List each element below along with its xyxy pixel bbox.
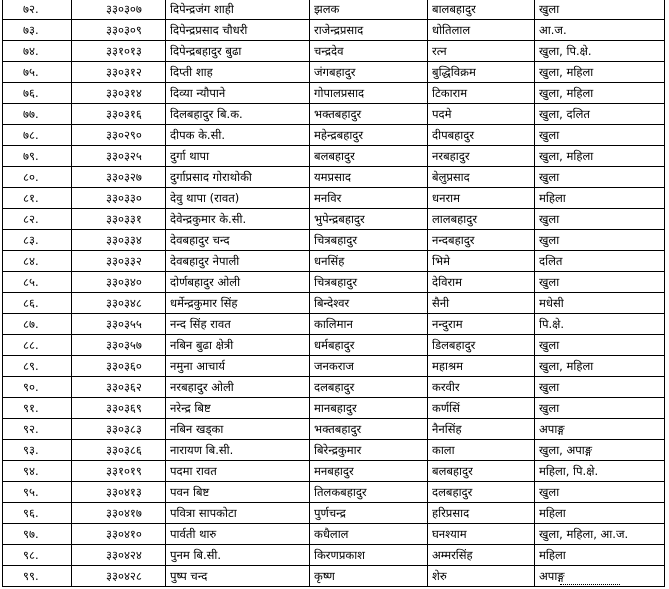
father-name-cell: चन्द्रदेव (310, 41, 428, 62)
grandfather-name-cell: सैनी (428, 293, 535, 314)
serial-number-cell: ८७. (3, 314, 72, 335)
roll-number-cell: ३३०३०७ (72, 0, 166, 20)
father-name-cell: धर्मबहादुर (310, 335, 428, 356)
candidate-name-cell: नारायण बि.सी. (166, 440, 310, 461)
roll-number-cell: ३३०३८३ (72, 419, 166, 440)
serial-number-cell: ९६. (3, 503, 72, 524)
category-cell: खुला (535, 209, 665, 230)
category-cell: खुला (535, 167, 665, 188)
candidate-name-cell: पदमा रावत (166, 461, 310, 482)
serial-number-cell: ८१. (3, 188, 72, 209)
roll-number-cell: ३३०३४० (72, 272, 166, 293)
table-row (3, 209, 665, 230)
serial-number-cell: ७७. (3, 104, 72, 125)
category-cell: अपाङ्ग (535, 419, 665, 440)
father-name-cell: चित्रबहादुर (310, 272, 428, 293)
grandfather-name-cell: शेरु (428, 566, 535, 587)
roll-number-cell: ३३०३०९ (72, 20, 166, 41)
roll-number-cell: ३३०३१४ (72, 83, 166, 104)
grandfather-name-cell: टिकाराम (428, 83, 535, 104)
grandfather-name-cell: कर्णसिं (428, 398, 535, 419)
category-cell: खुला (535, 482, 665, 503)
candidate-name-cell: देवु थापा (रावत) (166, 188, 310, 209)
category-cell: खुला, महिला (535, 146, 665, 167)
serial-number-cell: ७३. (3, 20, 72, 41)
table-row (3, 188, 665, 209)
roll-number-cell: ३३०३३० (72, 188, 166, 209)
father-name-cell: किरणप्रकाश (310, 545, 428, 566)
candidate-name-cell: पवित्रा सापकोटा (166, 503, 310, 524)
candidate-name-cell: नरेन्द्र बिष्ट (166, 398, 310, 419)
candidate-name-cell: नबिन बुढा क्षेत्री (166, 335, 310, 356)
roll-number-cell: ३३०३५५ (72, 314, 166, 335)
serial-number-cell: ८४. (3, 251, 72, 272)
table-row (3, 461, 665, 482)
serial-number-cell: ९८. (3, 545, 72, 566)
candidate-name-cell: दिप्ती शाह (166, 62, 310, 83)
father-name-cell: दलबहादुर (310, 377, 428, 398)
serial-number-cell: ९५. (3, 482, 72, 503)
roll-number-cell: ३३०४१० (72, 524, 166, 545)
serial-number-cell: ९१. (3, 398, 72, 419)
father-name-cell: चित्रबहादुर (310, 230, 428, 251)
category-cell: खुला (535, 230, 665, 251)
father-name-cell: पुर्णचन्द्र (310, 503, 428, 524)
category-cell: खुला (535, 398, 665, 419)
grandfather-name-cell: हरिप्रसाद (428, 503, 535, 524)
roll-number-cell: ३३०३३१ (72, 209, 166, 230)
candidate-name-cell: दुर्गा थापा (166, 146, 310, 167)
roll-number-cell: ३३०३८६ (72, 440, 166, 461)
candidate-list-table (2, 0, 665, 587)
table-row (3, 440, 665, 461)
father-name-cell: मानबहादुर (310, 398, 428, 419)
candidate-name-cell: दिपेन्द्रबहादुर बुढा (166, 41, 310, 62)
father-name-cell: बिन्देश्वर (310, 293, 428, 314)
roll-number-cell: ३३०३६० (72, 356, 166, 377)
serial-number-cell: ९७. (3, 524, 72, 545)
category-cell: आ.ज. (535, 20, 665, 41)
father-name-cell: भक्तबहादुर (310, 419, 428, 440)
roll-number-cell: ३३०४२४ (72, 545, 166, 566)
grandfather-name-cell: महाश्रम (428, 356, 535, 377)
grandfather-name-cell: नन्दुराम (428, 314, 535, 335)
roll-number-cell: ३३०४१३ (72, 482, 166, 503)
category-cell: खुला, दलित (535, 104, 665, 125)
category-cell: दलित (535, 251, 665, 272)
category-cell: महिला (535, 503, 665, 524)
table-row (3, 125, 665, 146)
roll-number-cell: ३३०३३२ (72, 251, 166, 272)
table-row (3, 41, 665, 62)
candidate-name-cell: दिव्या न्यौपाने (166, 83, 310, 104)
serial-number-cell: ९३. (3, 440, 72, 461)
candidate-name-cell: दीपक के.सी. (166, 125, 310, 146)
father-name-cell: बिरेन्द्रकुमार (310, 440, 428, 461)
grandfather-name-cell: डिलबहादुर (428, 335, 535, 356)
roll-number-cell: ३३०३२५ (72, 146, 166, 167)
serial-number-cell: ७६. (3, 83, 72, 104)
serial-number-cell: ८३. (3, 230, 72, 251)
father-name-cell: भुपेन्द्रबहादुर (310, 209, 428, 230)
candidate-name-cell: पुष्प चन्द (166, 566, 310, 587)
candidate-name-cell: नमुना आचार्य (166, 356, 310, 377)
roll-number-cell: ३३०३६२ (72, 377, 166, 398)
candidate-name-cell: नन्द सिंह रावत (166, 314, 310, 335)
candidate-name-cell: पवन बिष्ट (166, 482, 310, 503)
grandfather-name-cell: करवीर (428, 377, 535, 398)
serial-number-cell: ७२. (3, 0, 72, 20)
roll-number-cell: ३३०३४८ (72, 293, 166, 314)
candidate-name-cell: नबिन खड्का (166, 419, 310, 440)
category-cell: खुला (535, 272, 665, 293)
candidate-name-cell: देवबहादुर नेपाली (166, 251, 310, 272)
serial-number-cell: ८९. (3, 356, 72, 377)
table-row (3, 83, 665, 104)
table-row (3, 62, 665, 83)
father-name-cell: तिलकबहादुर (310, 482, 428, 503)
grandfather-name-cell: नैनसिंह (428, 419, 535, 440)
father-name-cell: यमप्रसाद (310, 167, 428, 188)
table-row (3, 230, 665, 251)
grandfather-name-cell: काला (428, 440, 535, 461)
father-name-cell: बलबहादुर (310, 146, 428, 167)
roll-number-cell: ३३१०१३ (72, 41, 166, 62)
grandfather-name-cell: नरबहादुर (428, 146, 535, 167)
candidate-name-cell: देवबहादुर चन्द (166, 230, 310, 251)
candidate-name-cell: दिपेन्द्रजंग शाही (166, 0, 310, 20)
serial-number-cell: ७८. (3, 125, 72, 146)
category-cell: खुला, महिला (535, 356, 665, 377)
grandfather-name-cell: बुद्धिविक्रम (428, 62, 535, 83)
category-cell: अपाङ्ग (535, 566, 665, 587)
serial-number-cell: ८६. (3, 293, 72, 314)
category-cell: खुला, महिला (535, 62, 665, 83)
table-row (3, 356, 665, 377)
grandfather-name-cell: धोतिलाल (428, 20, 535, 41)
page-continuation-mark (560, 584, 620, 588)
candidate-name-cell: पुनम बि.सी. (166, 545, 310, 566)
table-row (3, 503, 665, 524)
roll-number-cell: ३३०२९० (72, 125, 166, 146)
grandfather-name-cell: अम्मरसिंह (428, 545, 535, 566)
serial-number-cell: ८०. (3, 167, 72, 188)
serial-number-cell: ८२. (3, 209, 72, 230)
serial-number-cell: ९२. (3, 419, 72, 440)
grandfather-name-cell: पदमे (428, 104, 535, 125)
table-row (3, 167, 665, 188)
serial-number-cell: ९९. (3, 566, 72, 587)
candidate-name-cell: दुर्गाप्रसाद गोराथोकी (166, 167, 310, 188)
serial-number-cell: ८५. (3, 272, 72, 293)
serial-number-cell: ९०. (3, 377, 72, 398)
father-name-cell: कालिमान (310, 314, 428, 335)
father-name-cell: राजेन्द्रप्रसाद (310, 20, 428, 41)
category-cell: खुला (535, 0, 665, 20)
table-row (3, 524, 665, 545)
father-name-cell: महेन्द्रबहादुर (310, 125, 428, 146)
father-name-cell: धनसिंह (310, 251, 428, 272)
roll-number-cell: ३३०३६९ (72, 398, 166, 419)
serial-number-cell: ७५. (3, 62, 72, 83)
father-name-cell: कृष्ण (310, 566, 428, 587)
serial-number-cell: ८८. (3, 335, 72, 356)
grandfather-name-cell: बालबहादुर (428, 0, 535, 20)
table-row (3, 146, 665, 167)
roll-number-cell: ३३०३१६ (72, 104, 166, 125)
roll-number-cell: ३३०३५७ (72, 335, 166, 356)
category-cell: महिला (535, 545, 665, 566)
category-cell: खुला, महिला, आ.ज. (535, 524, 665, 545)
table-row (3, 251, 665, 272)
table-row (3, 545, 665, 566)
father-name-cell: जंगबहादुर (310, 62, 428, 83)
grandfather-name-cell: देविराम (428, 272, 535, 293)
category-cell: खुला, महिला (535, 83, 665, 104)
table-row (3, 104, 665, 125)
roll-number-cell: ३३०३१२ (72, 62, 166, 83)
candidate-name-cell: नरबहादुर ओली (166, 377, 310, 398)
table-row (3, 482, 665, 503)
table-row (3, 272, 665, 293)
grandfather-name-cell: घनश्याम (428, 524, 535, 545)
candidate-name-cell: दिलबहादुर बि.क. (166, 104, 310, 125)
father-name-cell: कधैलाल (310, 524, 428, 545)
table-row (3, 0, 665, 20)
grandfather-name-cell: बेलुप्रसाद (428, 167, 535, 188)
table-row (3, 293, 665, 314)
roll-number-cell: ३३०४२८ (72, 566, 166, 587)
candidate-name-cell: देवेन्द्रकुमार के.सी. (166, 209, 310, 230)
father-name-cell: मनबहादुर (310, 461, 428, 482)
grandfather-name-cell: दीपबहादुर (428, 125, 535, 146)
candidate-name-cell: दिपेन्द्रप्रसाद चौधरी (166, 20, 310, 41)
category-cell: मधेसी (535, 293, 665, 314)
table-row (3, 377, 665, 398)
category-cell: खुला (535, 377, 665, 398)
roll-number-cell: ३३०३२७ (72, 167, 166, 188)
roll-number-cell: ३३०३३४ (72, 230, 166, 251)
father-name-cell: जनकराज (310, 356, 428, 377)
table-row (3, 20, 665, 41)
category-cell: खुला, अपाङ्ग (535, 440, 665, 461)
serial-number-cell: ७४. (3, 41, 72, 62)
father-name-cell: मनविर (310, 188, 428, 209)
candidate-name-cell: पार्वती थारु (166, 524, 310, 545)
father-name-cell: झलक (310, 0, 428, 20)
grandfather-name-cell: रत्न (428, 41, 535, 62)
table-row (3, 419, 665, 440)
candidate-name-cell: धर्मेन्द्रकुमार सिंह (166, 293, 310, 314)
table-body (3, 0, 665, 587)
grandfather-name-cell: बलबहादुर (428, 461, 535, 482)
category-cell: खुला (535, 125, 665, 146)
category-cell: खुला, पि.क्षे. (535, 41, 665, 62)
father-name-cell: भक्तबहादुर (310, 104, 428, 125)
grandfather-name-cell: दलबहादुर (428, 482, 535, 503)
table-row (3, 398, 665, 419)
category-cell: पि.क्षे. (535, 314, 665, 335)
grandfather-name-cell: धनराम (428, 188, 535, 209)
table-row (3, 335, 665, 356)
grandfather-name-cell: भिमे (428, 251, 535, 272)
father-name-cell: गोपालप्रसाद (310, 83, 428, 104)
category-cell: महिला, पि.क्षे. (535, 461, 665, 482)
grandfather-name-cell: नन्दबहादुर (428, 230, 535, 251)
serial-number-cell: ७९. (3, 146, 72, 167)
candidate-name-cell: दोर्णबहादुर ओली (166, 272, 310, 293)
serial-number-cell: ९४. (3, 461, 72, 482)
category-cell: खुला (535, 335, 665, 356)
roll-number-cell: ३३०४१७ (72, 503, 166, 524)
roll-number-cell: ३३१०१९ (72, 461, 166, 482)
table-row (3, 314, 665, 335)
category-cell: महिला (535, 188, 665, 209)
grandfather-name-cell: लालबहादुर (428, 209, 535, 230)
